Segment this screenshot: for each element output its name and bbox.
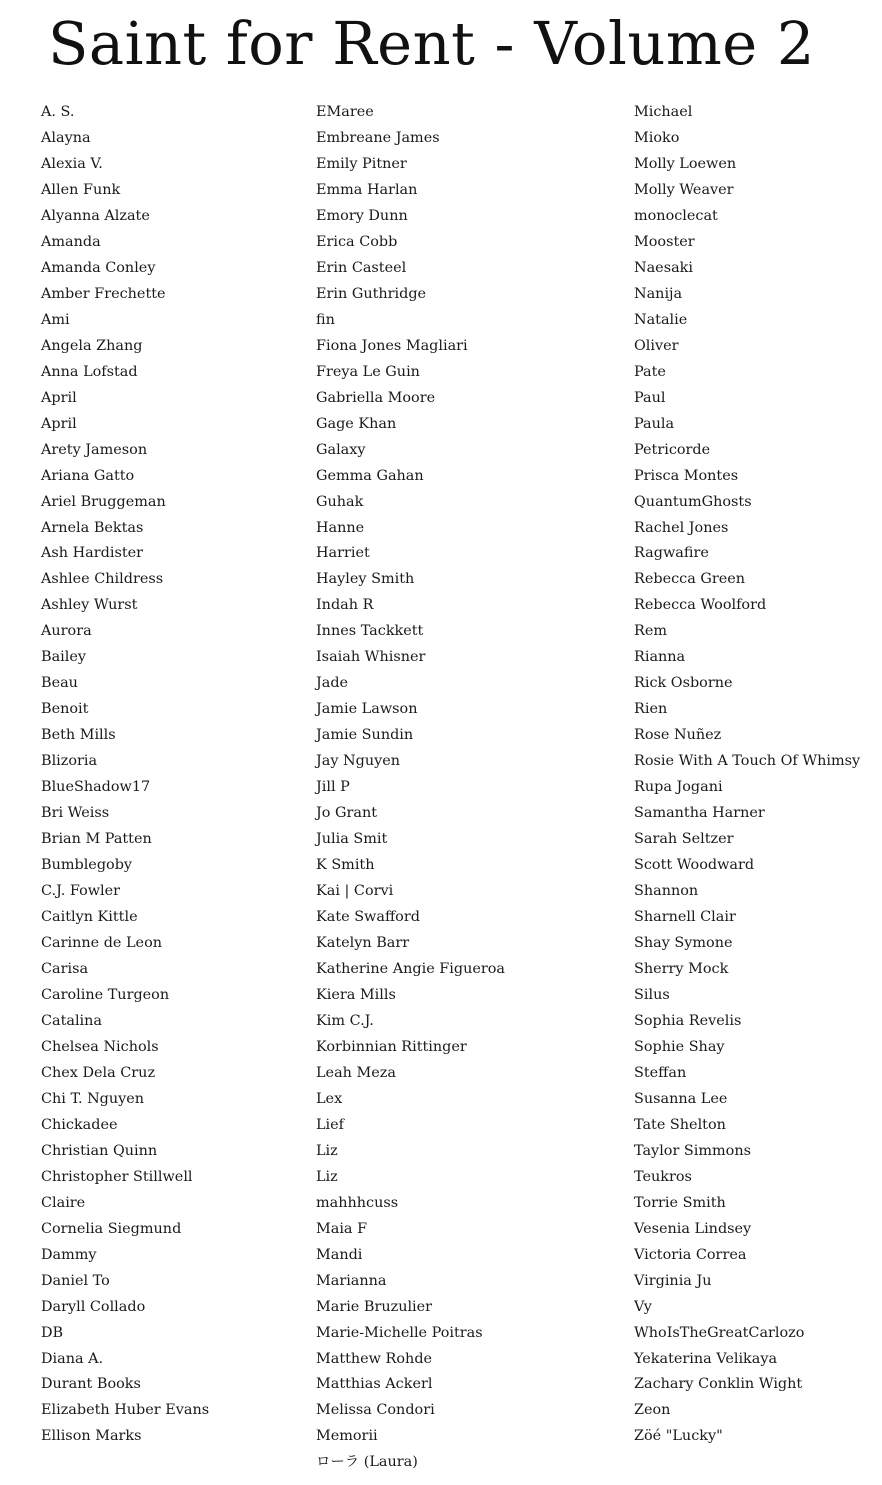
name-entry: Zeon	[634, 1402, 671, 1419]
name-entry: Virginia Ju	[634, 1272, 712, 1289]
name-entry: Katherine Angie Figueroa	[316, 960, 506, 977]
name-entry: Ashlee Childress	[41, 571, 164, 588]
name-entry: Kim C.J.	[316, 1012, 374, 1029]
name-entry: Mioko	[634, 129, 680, 146]
name-entry: Chi T. Nguyen	[41, 1090, 145, 1107]
name-entry: Caitlyn Kittle	[41, 909, 138, 926]
name-entry: Beth Mills	[41, 727, 116, 744]
name-entry: Mandi	[316, 1246, 363, 1263]
name-entry: Pate	[634, 363, 666, 380]
name-entry: Bri Weiss	[41, 805, 110, 822]
name-entry: QuantumGhosts	[634, 493, 752, 510]
name-entry: Erin Casteel	[316, 259, 407, 276]
name-entry: Caroline Turgeon	[41, 986, 170, 1003]
name-entry: monoclecat	[634, 207, 718, 224]
name-entry: Emily Pitner	[316, 155, 407, 172]
name-entry: Sophia Revelis	[634, 1012, 742, 1029]
name-entry: Natalie	[634, 311, 688, 328]
name-entry: Carisa	[41, 960, 89, 977]
name-entry: Emma Harlan	[316, 181, 418, 198]
name-entry: Mooster	[634, 233, 695, 250]
name-entry: Scott Woodward	[634, 857, 755, 874]
name-entry: Jay Nguyen	[316, 753, 401, 770]
name-entry: Taylor Simmons	[634, 1142, 751, 1159]
name-entry: Freya Le Guin	[316, 363, 420, 380]
name-entry: C.J. Fowler	[41, 883, 121, 900]
name-entry: Blizoria	[41, 753, 98, 770]
name-entry: Rick Osborne	[634, 675, 733, 692]
name-entry: Vesenia Lindsey	[634, 1220, 752, 1237]
name-entry: April	[41, 389, 77, 406]
name-entry: Rachel Jones	[634, 519, 729, 536]
name-entry: Brian M Patten	[41, 831, 152, 848]
name-entry: Ellison Marks	[41, 1428, 142, 1445]
name-entry: Jade	[316, 675, 349, 692]
name-entry: Harriet	[316, 545, 370, 562]
name-entry: Kai | Corvi	[316, 883, 394, 900]
name-entry: Ariel Bruggeman	[41, 493, 166, 510]
name-entry: Erin Guthridge	[316, 285, 427, 302]
name-entry: Jo Grant	[316, 805, 378, 822]
name-entry: Vy	[634, 1298, 652, 1315]
name-entry: Michael	[634, 104, 693, 120]
name-entry: WhoIsTheGreatCarlozo	[634, 1324, 805, 1341]
name-entry: Ami	[41, 311, 70, 328]
name-entry: Sarah Seltzer	[634, 831, 734, 848]
name-entry: April	[41, 415, 77, 432]
name-entry: Chex Dela Cruz	[41, 1064, 156, 1081]
name-entry: Sherry Mock	[634, 960, 729, 977]
name-entry: Jamie Sundin	[316, 727, 414, 744]
name-entry: Ash Hardister	[41, 545, 144, 562]
name-entry: mahhhcuss	[316, 1194, 399, 1211]
name-entry: Claire	[41, 1194, 86, 1211]
name-entry: Liz	[316, 1142, 338, 1159]
name-entry: Victoria Correa	[634, 1246, 747, 1263]
name-entry: Paul	[634, 389, 666, 406]
name-entry: Naesaki	[634, 259, 693, 276]
name-entry: Memorii	[316, 1428, 378, 1445]
name-entry: Kate Swafford	[316, 909, 420, 926]
name-entry: Alexia V.	[41, 155, 103, 172]
name-entry: ローラ (Laura)	[316, 1454, 418, 1471]
name-entry: Julia Smit	[316, 831, 388, 848]
name-entry: Carinne de Leon	[41, 935, 163, 951]
name-entry: Sophie Shay	[634, 1038, 725, 1055]
name-entry: Rebecca Woolford	[634, 597, 767, 614]
name-entry: Matthias Ackerl	[316, 1376, 433, 1393]
name-entry: BlueShadow17	[41, 779, 151, 796]
name-entry: Fiona Jones Magliari	[316, 337, 468, 354]
name-entry: Rianna	[634, 649, 686, 666]
name-entry: Rupa Jogani	[634, 779, 723, 796]
name-entry: Silus	[634, 986, 670, 1003]
name-entry: Catalina	[41, 1012, 103, 1029]
name-entry: Oliver	[634, 337, 679, 354]
name-entry: Amanda Conley	[41, 259, 156, 276]
name-entry: Molly Loewen	[634, 155, 737, 172]
name-entry: Marianna	[316, 1272, 387, 1289]
name-entry: Aurora	[41, 623, 92, 640]
name-entry: Shay Symone	[634, 935, 733, 951]
name-entry: Steffan	[634, 1064, 687, 1081]
name-entry: Innes Tackkett	[316, 623, 424, 640]
name-entry: Marie Bruzulier	[316, 1298, 433, 1315]
name-entry: Emory Dunn	[316, 207, 408, 224]
name-entry: Gabriella Moore	[316, 389, 436, 406]
name-entry: Guhak	[316, 493, 364, 510]
name-entry: Elizabeth Huber Evans	[41, 1402, 210, 1419]
name-entry: Tate Shelton	[634, 1116, 726, 1133]
name-entry: Bailey	[41, 649, 87, 666]
name-entry: Daryll Collado	[41, 1298, 146, 1315]
name-entry: Yekaterina Velikaya	[634, 1350, 778, 1367]
name-entry: Isaiah Whisner	[316, 649, 426, 666]
names-column-1	[41, 100, 209, 1450]
name-entry: K Smith	[316, 857, 375, 874]
name-entry: Galaxy	[316, 441, 366, 458]
name-entry: Durant Books	[41, 1376, 141, 1393]
name-entry: EMaree	[316, 104, 374, 120]
name-entry: Rose Nuñez	[634, 727, 722, 744]
name-entry: Diana A.	[41, 1350, 104, 1367]
name-entry: Lief	[316, 1116, 345, 1133]
name-entry: Zöé "Lucky"	[634, 1428, 723, 1445]
name-entry: Rem	[634, 623, 667, 640]
name-entry: Molly Weaver	[634, 181, 734, 198]
names-column-3	[634, 100, 860, 1450]
name-entry: Alayna	[41, 129, 91, 146]
name-entry: Susanna Lee	[634, 1090, 728, 1107]
name-entry: Lex	[316, 1090, 343, 1107]
name-entry: Katelyn Barr	[316, 935, 410, 951]
name-entry: Alyanna Alzate	[41, 207, 150, 224]
name-entry: Teukros	[634, 1168, 692, 1185]
name-entry: Maia F	[316, 1220, 368, 1237]
name-entry: A. S.	[41, 104, 75, 120]
name-entry: Hanne	[316, 519, 365, 536]
name-entry: Gage Khan	[316, 415, 397, 432]
name-entry: Matthew Rohde	[316, 1350, 433, 1367]
name-entry: Amber Frechette	[41, 285, 166, 302]
name-entry: Petricorde	[634, 441, 711, 458]
name-entry: Rebecca Green	[634, 571, 746, 588]
name-entry: Gemma Gahan	[316, 467, 424, 484]
name-entry: Zachary Conklin Wight	[634, 1376, 803, 1393]
name-entry: Ashley Wurst	[41, 597, 138, 614]
name-entry: Dammy	[41, 1246, 97, 1263]
name-entry: Cornelia Siegmund	[41, 1220, 182, 1237]
name-entry: Jill P	[316, 779, 350, 796]
name-entry: Chickadee	[41, 1116, 118, 1133]
name-entry: Benoit	[41, 701, 89, 718]
name-entry: Amanda	[41, 233, 101, 250]
name-entry: Allen Funk	[41, 181, 121, 198]
name-entry: Sharnell Clair	[634, 909, 736, 926]
name-entry: Ragwafire	[634, 545, 709, 562]
name-entry: Hayley Smith	[316, 571, 415, 588]
name-entry: Christian Quinn	[41, 1142, 158, 1159]
name-entry: Christopher Stillwell	[41, 1168, 193, 1185]
name-entry: Nanija	[634, 285, 683, 302]
name-entry: Prisca Montes	[634, 467, 739, 484]
name-entry: Angela Zhang	[41, 337, 143, 354]
name-entry: Rosie With A Touch Of Whimsy	[634, 753, 861, 770]
name-entry: Torrie Smith	[634, 1194, 726, 1211]
name-entry: Rien	[634, 701, 668, 718]
name-entry: fin	[316, 311, 335, 328]
name-entry: Chelsea Nichols	[41, 1038, 159, 1055]
name-entry: Beau	[41, 675, 78, 692]
names-column-2	[316, 100, 505, 1476]
name-entry: Kiera Mills	[316, 986, 396, 1003]
name-entry: Korbinnian Rittinger	[316, 1038, 467, 1055]
name-entry: Bumblegoby	[41, 857, 133, 874]
name-entry: Embreane James	[316, 129, 440, 146]
name-entry: Melissa Condori	[316, 1402, 435, 1419]
name-entry: DB	[41, 1324, 64, 1341]
page-title: Saint for Rent - Volume 2	[48, 9, 815, 78]
name-entry: Indah R	[316, 597, 374, 614]
name-entry: Daniel To	[41, 1272, 110, 1289]
name-entry: Marie-Michelle Poitras	[316, 1324, 483, 1341]
name-entry: Paula	[634, 415, 675, 432]
name-entry: Arnela Bektas	[41, 519, 144, 536]
name-entry: Samantha Harner	[634, 805, 765, 822]
name-entry: Erica Cobb	[316, 233, 398, 250]
name-entry: Shannon	[634, 883, 699, 900]
name-entry: Liz	[316, 1168, 338, 1185]
name-entry: Jamie Lawson	[316, 701, 418, 718]
name-entry: Arety Jameson	[41, 441, 148, 458]
name-entry: Leah Meza	[316, 1064, 396, 1081]
name-entry: Anna Lofstad	[41, 363, 138, 380]
name-entry: Ariana Gatto	[41, 467, 135, 484]
